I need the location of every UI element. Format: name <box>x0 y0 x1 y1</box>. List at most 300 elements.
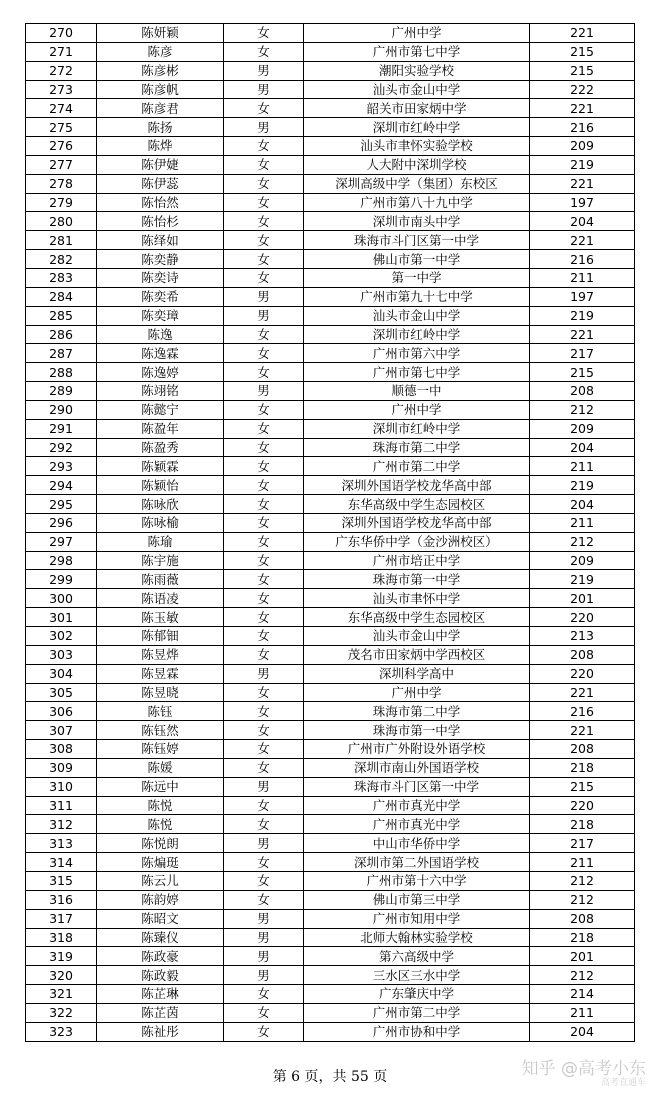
gender: 女 <box>224 400 304 419</box>
roster-table <box>25 23 635 1042</box>
score: 204 <box>530 438 635 457</box>
score: 220 <box>530 608 635 627</box>
student-name: 陈咏榆 <box>97 513 224 532</box>
table-row <box>26 250 635 269</box>
gender: 女 <box>224 740 304 759</box>
student-name: 陈彦彬 <box>97 61 224 80</box>
row-number: 277 <box>26 155 97 174</box>
table-row <box>26 815 635 834</box>
school-name: 广州市第二中学 <box>304 457 530 476</box>
school-name: 广州市培正中学 <box>304 551 530 570</box>
row-number: 292 <box>26 438 97 457</box>
gender: 女 <box>224 155 304 174</box>
row-number: 284 <box>26 287 97 306</box>
gender: 女 <box>224 457 304 476</box>
row-number: 281 <box>26 231 97 250</box>
gender: 女 <box>224 513 304 532</box>
table-row <box>26 212 635 231</box>
gender: 女 <box>224 212 304 231</box>
score: 208 <box>530 740 635 759</box>
score: 219 <box>530 155 635 174</box>
gender: 女 <box>224 42 304 61</box>
gender: 女 <box>224 250 304 269</box>
school-name: 广州市真光中学 <box>304 796 530 815</box>
school-name: 深圳市第二外国语学校 <box>304 853 530 872</box>
score: 219 <box>530 570 635 589</box>
gender: 女 <box>224 985 304 1004</box>
row-number: 316 <box>26 890 97 909</box>
row-number: 285 <box>26 306 97 325</box>
table-row <box>26 721 635 740</box>
table-row <box>26 344 635 363</box>
table-row <box>26 325 635 344</box>
student-name: 陈芷茵 <box>97 1003 224 1022</box>
gender: 女 <box>224 174 304 193</box>
table-row <box>26 909 635 928</box>
school-name: 顺德一中 <box>304 382 530 401</box>
student-name: 陈翊铭 <box>97 382 224 401</box>
table-row <box>26 570 635 589</box>
student-name: 陈奕静 <box>97 250 224 269</box>
row-number: 282 <box>26 250 97 269</box>
row-number: 320 <box>26 966 97 985</box>
table-row <box>26 513 635 532</box>
table-row <box>26 683 635 702</box>
score: 217 <box>530 834 635 853</box>
table-row <box>26 306 635 325</box>
school-name: 东华高级中学生态园校区 <box>304 495 530 514</box>
row-number: 315 <box>26 871 97 890</box>
row-number: 291 <box>26 419 97 438</box>
student-name: 陈盈年 <box>97 419 224 438</box>
row-number: 274 <box>26 99 97 118</box>
school-name: 深圳市南山外国语学校 <box>304 758 530 777</box>
table-row <box>26 627 635 646</box>
school-name: 广州中学 <box>304 24 530 43</box>
score: 201 <box>530 589 635 608</box>
gender: 女 <box>224 570 304 589</box>
row-number: 305 <box>26 683 97 702</box>
student-name: 陈烨 <box>97 137 224 156</box>
school-name: 韶关市田家炳中学 <box>304 99 530 118</box>
school-name: 广州市第七中学 <box>304 42 530 61</box>
school-name: 深圳市红岭中学 <box>304 118 530 137</box>
row-number: 287 <box>26 344 97 363</box>
school-name: 广州市第六中学 <box>304 344 530 363</box>
student-name: 陈逸霖 <box>97 344 224 363</box>
score: 214 <box>530 985 635 1004</box>
row-number: 310 <box>26 777 97 796</box>
school-name: 深圳市南头中学 <box>304 212 530 231</box>
student-name: 陈昱霖 <box>97 664 224 683</box>
gender: 男 <box>224 287 304 306</box>
school-name: 深圳外国语学校龙华高中部 <box>304 476 530 495</box>
table-row <box>26 80 635 99</box>
row-number: 283 <box>26 268 97 287</box>
student-name: 陈昱晓 <box>97 683 224 702</box>
score: 215 <box>530 61 635 80</box>
school-name: 汕头市聿怀实验学校 <box>304 137 530 156</box>
table-row <box>26 231 635 250</box>
school-name: 珠海市第一中学 <box>304 570 530 589</box>
table-row <box>26 645 635 664</box>
row-number: 280 <box>26 212 97 231</box>
gender: 男 <box>224 928 304 947</box>
school-name: 佛山市第三中学 <box>304 890 530 909</box>
school-name: 珠海市第二中学 <box>304 438 530 457</box>
score: 221 <box>530 325 635 344</box>
gender: 男 <box>224 909 304 928</box>
score: 197 <box>530 193 635 212</box>
gender: 女 <box>224 1003 304 1022</box>
score: 216 <box>530 118 635 137</box>
school-name: 汕头市金山中学 <box>304 80 530 99</box>
score: 212 <box>530 966 635 985</box>
student-name: 陈政豪 <box>97 947 224 966</box>
score: 204 <box>530 495 635 514</box>
score: 213 <box>530 627 635 646</box>
row-number: 288 <box>26 363 97 382</box>
table-row <box>26 457 635 476</box>
watermark: 知乎 @高考小东 <box>521 1059 646 1079</box>
school-name: 广州中学 <box>304 683 530 702</box>
gender: 女 <box>224 645 304 664</box>
score: 209 <box>530 551 635 570</box>
student-name: 陈钰婷 <box>97 740 224 759</box>
gender: 男 <box>224 777 304 796</box>
table-row <box>26 438 635 457</box>
table-row <box>26 495 635 514</box>
student-name: 陈怡然 <box>97 193 224 212</box>
table-row <box>26 966 635 985</box>
school-name: 第六高级中学 <box>304 947 530 966</box>
gender: 女 <box>224 231 304 250</box>
gender: 女 <box>224 419 304 438</box>
student-name: 陈芷琳 <box>97 985 224 1004</box>
table-row <box>26 400 635 419</box>
score: 217 <box>530 344 635 363</box>
school-name: 广州市第二中学 <box>304 1003 530 1022</box>
student-name: 陈玉敏 <box>97 608 224 627</box>
table-row <box>26 419 635 438</box>
student-name: 陈昱烨 <box>97 645 224 664</box>
student-name: 陈奕璋 <box>97 306 224 325</box>
score: 208 <box>530 645 635 664</box>
table-row <box>26 608 635 627</box>
table-row <box>26 61 635 80</box>
student-name: 陈媛 <box>97 758 224 777</box>
table-row <box>26 193 635 212</box>
table-row <box>26 155 635 174</box>
table-row <box>26 287 635 306</box>
gender: 女 <box>224 495 304 514</box>
student-name: 陈逸 <box>97 325 224 344</box>
student-name: 陈扬 <box>97 118 224 137</box>
score: 220 <box>530 796 635 815</box>
student-name: 陈颖怡 <box>97 476 224 495</box>
row-number: 278 <box>26 174 97 193</box>
student-name: 陈伊婕 <box>97 155 224 174</box>
gender: 女 <box>224 683 304 702</box>
student-name: 陈钰 <box>97 702 224 721</box>
school-name: 深圳高级中学（集团）东校区 <box>304 174 530 193</box>
school-name: 广州市知用中学 <box>304 909 530 928</box>
row-number: 270 <box>26 24 97 43</box>
row-number: 289 <box>26 382 97 401</box>
gender: 女 <box>224 853 304 872</box>
gender: 女 <box>224 137 304 156</box>
table-row <box>26 853 635 872</box>
student-name: 陈雨薇 <box>97 570 224 589</box>
table-row <box>26 777 635 796</box>
score: 211 <box>530 853 635 872</box>
score: 215 <box>530 363 635 382</box>
row-number: 297 <box>26 532 97 551</box>
student-name: 陈语凌 <box>97 589 224 608</box>
gender: 女 <box>224 1022 304 1041</box>
gender: 女 <box>224 193 304 212</box>
score: 216 <box>530 250 635 269</box>
gender: 女 <box>224 702 304 721</box>
student-name: 陈政毅 <box>97 966 224 985</box>
gender: 女 <box>224 871 304 890</box>
school-name: 广州市第八十九中学 <box>304 193 530 212</box>
table-row <box>26 928 635 947</box>
table-row <box>26 42 635 61</box>
row-number: 299 <box>26 570 97 589</box>
school-name: 东华高级中学生态园校区 <box>304 608 530 627</box>
score: 221 <box>530 24 635 43</box>
score: 221 <box>530 174 635 193</box>
score: 211 <box>530 268 635 287</box>
gender: 女 <box>224 344 304 363</box>
student-name: 陈钰然 <box>97 721 224 740</box>
school-name: 广州市第七中学 <box>304 363 530 382</box>
school-name: 北师大翰林实验学校 <box>304 928 530 947</box>
gender: 女 <box>224 325 304 344</box>
score: 222 <box>530 80 635 99</box>
student-name: 陈彦 <box>97 42 224 61</box>
gender: 女 <box>224 721 304 740</box>
table-row <box>26 947 635 966</box>
school-name: 广州市广外附设外语学校 <box>304 740 530 759</box>
row-number: 312 <box>26 815 97 834</box>
school-name: 深圳市红岭中学 <box>304 325 530 344</box>
school-name: 广州市第十六中学 <box>304 871 530 890</box>
table-row <box>26 363 635 382</box>
score: 218 <box>530 928 635 947</box>
row-number: 311 <box>26 796 97 815</box>
table-row <box>26 137 635 156</box>
row-number: 318 <box>26 928 97 947</box>
school-name: 广州市协和中学 <box>304 1022 530 1041</box>
student-name: 陈妍颖 <box>97 24 224 43</box>
student-name: 陈怡杉 <box>97 212 224 231</box>
school-name: 佛山市第一中学 <box>304 250 530 269</box>
row-number: 293 <box>26 457 97 476</box>
student-name: 陈奕希 <box>97 287 224 306</box>
row-number: 322 <box>26 1003 97 1022</box>
row-number: 323 <box>26 1022 97 1041</box>
gender: 男 <box>224 664 304 683</box>
row-number: 286 <box>26 325 97 344</box>
score: 215 <box>530 42 635 61</box>
table-row <box>26 890 635 909</box>
row-number: 303 <box>26 645 97 664</box>
row-number: 321 <box>26 985 97 1004</box>
row-number: 273 <box>26 80 97 99</box>
gender: 男 <box>224 61 304 80</box>
row-number: 309 <box>26 758 97 777</box>
school-name: 人大附中深圳学校 <box>304 155 530 174</box>
table-row <box>26 758 635 777</box>
table-row <box>26 1003 635 1022</box>
student-name: 陈伊蕊 <box>97 174 224 193</box>
table-row <box>26 589 635 608</box>
student-name: 陈云儿 <box>97 871 224 890</box>
row-number: 300 <box>26 589 97 608</box>
gender: 女 <box>224 608 304 627</box>
student-name: 陈昭文 <box>97 909 224 928</box>
row-number: 307 <box>26 721 97 740</box>
score: 209 <box>530 137 635 156</box>
row-number: 298 <box>26 551 97 570</box>
school-name: 茂名市田家炳中学西校区 <box>304 645 530 664</box>
student-name: 陈悦 <box>97 815 224 834</box>
student-name: 陈盈秀 <box>97 438 224 457</box>
score: 211 <box>530 457 635 476</box>
gender: 女 <box>224 796 304 815</box>
score: 212 <box>530 890 635 909</box>
score: 201 <box>530 947 635 966</box>
school-name: 广东肇庆中学 <box>304 985 530 1004</box>
score: 211 <box>530 513 635 532</box>
score: 216 <box>530 702 635 721</box>
row-number: 302 <box>26 627 97 646</box>
score: 208 <box>530 382 635 401</box>
score: 221 <box>530 683 635 702</box>
student-name: 陈彦帆 <box>97 80 224 99</box>
gender: 女 <box>224 99 304 118</box>
score: 212 <box>530 871 635 890</box>
row-number: 295 <box>26 495 97 514</box>
student-name: 陈韵婷 <box>97 890 224 909</box>
table-row <box>26 551 635 570</box>
gender: 男 <box>224 834 304 853</box>
score: 215 <box>530 777 635 796</box>
row-number: 301 <box>26 608 97 627</box>
score: 212 <box>530 400 635 419</box>
row-number: 272 <box>26 61 97 80</box>
gender: 男 <box>224 80 304 99</box>
table-row <box>26 476 635 495</box>
watermark-subtext: 高考直通车 <box>600 1078 646 1088</box>
gender: 男 <box>224 382 304 401</box>
student-name: 陈咏欣 <box>97 495 224 514</box>
student-name: 陈颖霖 <box>97 457 224 476</box>
row-number: 279 <box>26 193 97 212</box>
table-row <box>26 1022 635 1041</box>
gender: 男 <box>224 966 304 985</box>
row-number: 294 <box>26 476 97 495</box>
gender: 男 <box>224 118 304 137</box>
row-number: 308 <box>26 740 97 759</box>
student-name: 陈远中 <box>97 777 224 796</box>
table-row <box>26 532 635 551</box>
gender: 女 <box>224 758 304 777</box>
score: 218 <box>530 815 635 834</box>
gender: 女 <box>224 438 304 457</box>
score: 221 <box>530 721 635 740</box>
gender: 女 <box>224 890 304 909</box>
table-row <box>26 99 635 118</box>
school-name: 三水区三水中学 <box>304 966 530 985</box>
score: 218 <box>530 758 635 777</box>
school-name: 珠海市第二中学 <box>304 702 530 721</box>
school-name: 广东华侨中学（金沙洲校区） <box>304 532 530 551</box>
student-name: 陈悦朗 <box>97 834 224 853</box>
gender: 女 <box>224 589 304 608</box>
school-name: 广州中学 <box>304 400 530 419</box>
school-name: 深圳科学高中 <box>304 664 530 683</box>
score: 211 <box>530 1003 635 1022</box>
student-name: 陈绎如 <box>97 231 224 250</box>
school-name: 潮阳实验学校 <box>304 61 530 80</box>
table-row <box>26 796 635 815</box>
gender: 女 <box>224 268 304 287</box>
table-row <box>26 985 635 1004</box>
gender: 女 <box>224 532 304 551</box>
row-number: 275 <box>26 118 97 137</box>
student-name: 陈彦君 <box>97 99 224 118</box>
school-name: 汕头市聿怀中学 <box>304 589 530 608</box>
row-number: 317 <box>26 909 97 928</box>
score: 212 <box>530 532 635 551</box>
score: 219 <box>530 476 635 495</box>
gender: 男 <box>224 306 304 325</box>
student-name: 陈宇施 <box>97 551 224 570</box>
score: 221 <box>530 99 635 118</box>
score: 221 <box>530 231 635 250</box>
table-row <box>26 118 635 137</box>
row-number: 271 <box>26 42 97 61</box>
row-number: 314 <box>26 853 97 872</box>
row-number: 296 <box>26 513 97 532</box>
gender: 女 <box>224 627 304 646</box>
score: 219 <box>530 306 635 325</box>
table-row <box>26 871 635 890</box>
school-name: 汕头市金山中学 <box>304 306 530 325</box>
gender: 女 <box>224 363 304 382</box>
row-number: 319 <box>26 947 97 966</box>
student-name: 陈臻仪 <box>97 928 224 947</box>
school-name: 汕头市金山中学 <box>304 627 530 646</box>
score: 209 <box>530 419 635 438</box>
school-name: 广州市真光中学 <box>304 815 530 834</box>
student-name: 陈懿宁 <box>97 400 224 419</box>
student-name: 陈郁钿 <box>97 627 224 646</box>
school-name: 中山市华侨中学 <box>304 834 530 853</box>
score: 197 <box>530 287 635 306</box>
page-number: 第 6 页，共 55 页 <box>272 1069 388 1085</box>
table-row <box>26 702 635 721</box>
row-number: 313 <box>26 834 97 853</box>
row-number: 306 <box>26 702 97 721</box>
score: 208 <box>530 909 635 928</box>
row-number: 290 <box>26 400 97 419</box>
student-name: 陈瑜 <box>97 532 224 551</box>
student-name: 陈悦 <box>97 796 224 815</box>
